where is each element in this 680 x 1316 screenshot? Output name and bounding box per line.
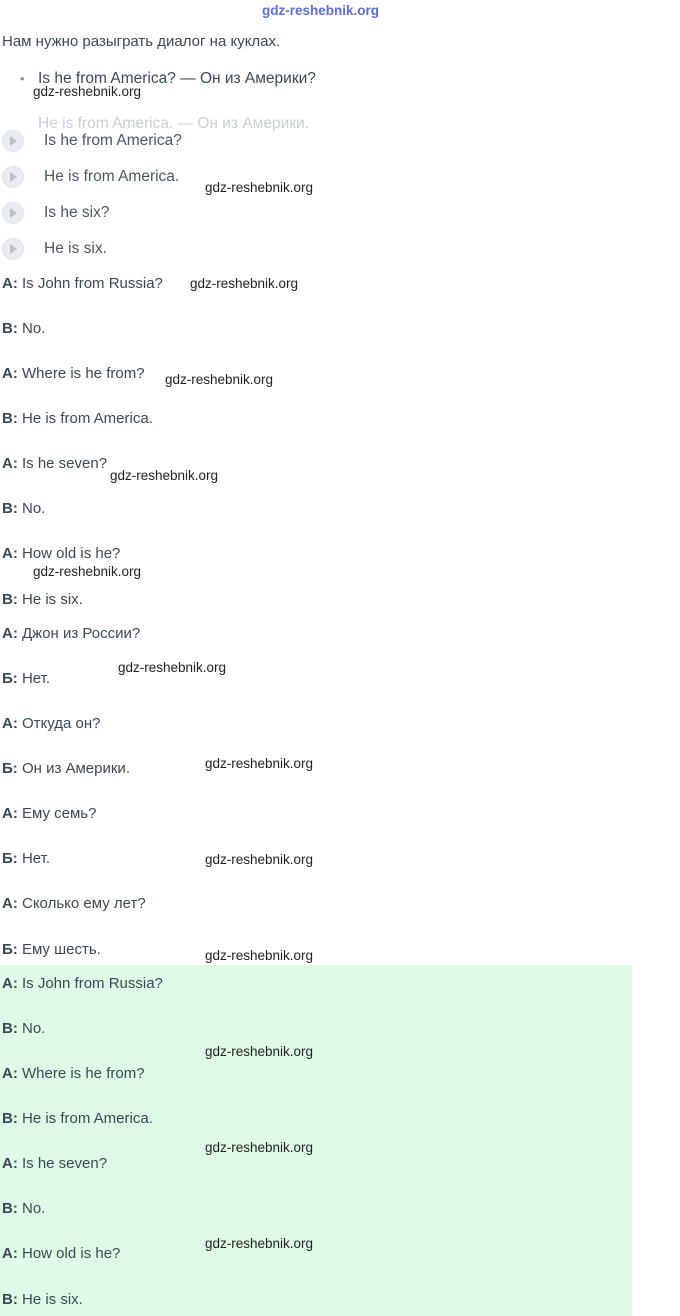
audio-row[interactable] [0,163,179,191]
dialogue-speaker: A: [2,275,18,292]
dialogue-text: Is he seven? [17,1155,108,1172]
answer-line [2,1155,107,1172]
watermark: gdz-reshebnik.org [190,276,299,291]
play-icon[interactable] [2,166,24,188]
dialogue-speaker: A: [2,1065,18,1082]
watermark: gdz-reshebnik.org [118,660,227,675]
dialogue-line-ru [2,625,140,642]
play-icon[interactable] [2,130,24,152]
audio-row[interactable] [0,127,182,155]
watermark: gdz-reshebnik.org [110,468,219,483]
dialogue-line-ru [2,805,96,822]
dialogue-text: No. [17,1020,46,1037]
answer-line [2,1291,83,1308]
dialogue-speaker: B: [2,1291,18,1308]
watermark: gdz-reshebnik.org [33,564,142,579]
dialogue-text: Джон из России? [17,625,141,642]
dialogue-text: Ему семь? [17,805,97,822]
dialogue-line-en [2,545,120,562]
dialogue-text: Where is he from? [17,1065,145,1082]
dialogue-speaker: A: [2,805,18,822]
dialogue-line-ru [2,850,50,867]
dialogue-text: How old is he? [17,1245,121,1262]
dialogue-line-ru [2,715,101,732]
bullet-example [20,70,316,88]
dialogue-text: Ему шесть. [17,941,101,958]
watermark: gdz-reshebnik.org [205,756,314,771]
bullet-dot-icon: • [20,71,25,87]
intro-text: Нам нужно разыграть диалог на куклах. [2,33,281,50]
dialogue-speaker: A: [2,1155,18,1172]
answer-line [2,975,163,992]
answer-line [2,1065,145,1082]
dialogue-text: He is from America. [17,1110,153,1127]
watermark-top: gdz-reshebnik.org [262,3,380,18]
dialogue-speaker: A: [2,545,18,562]
dialogue-text: Is John from Russia? [17,275,163,292]
play-icon[interactable] [2,202,24,224]
answer-line [2,1020,45,1037]
dialogue-speaker: Б: [2,941,18,958]
dialogue-speaker: B: [2,1200,18,1217]
dialogue-text: Нет. [17,850,51,867]
dialogue-speaker: B: [2,320,18,337]
dialogue-speaker: A: [2,455,18,472]
dialogue-line-ru [2,895,146,912]
audio-row[interactable] [0,199,109,227]
dialogue-speaker: Б: [2,850,18,867]
dialogue-speaker: A: [2,715,18,732]
dialogue-speaker: B: [2,1110,18,1127]
dialogue-speaker: A: [2,625,18,642]
watermark: gdz-reshebnik.org [205,1044,314,1059]
dialogue-line-en [2,320,45,337]
dialogue-text: Откуда он? [17,715,101,732]
dialogue-text: Он из Америки. [17,760,130,777]
watermark: gdz-reshebnik.org [33,84,142,99]
dialogue-text: How old is he? [17,545,121,562]
audio-row-label: Is he from America? [44,132,182,149]
play-icon[interactable] [2,238,24,260]
watermark: gdz-reshebnik.org [165,372,274,387]
dialogue-line-en [2,455,107,472]
audio-row-label: He is from America. [44,168,180,185]
dialogue-line-ru [2,760,130,777]
dialogue-line-en [2,410,153,427]
dialogue-text: He is six. [17,1291,83,1308]
watermark: gdz-reshebnik.org [205,1236,314,1251]
faded-example-text: He is from America. — Он из Америки. [38,115,309,132]
dialogue-text: Сколько ему лет? [17,895,146,912]
audio-row[interactable] [0,235,107,263]
dialogue-text: Нет. [17,670,51,687]
answer-line [2,1200,45,1217]
dialogue-speaker: B: [2,1020,18,1037]
audio-row-label: He is six. [44,240,107,257]
dialogue-text: Where is he from? [17,365,145,382]
watermark: gdz-reshebnik.org [205,180,314,195]
dialogue-speaker: A: [2,895,18,912]
dialogue-text: He is six. [17,591,83,608]
answer-line [2,1110,153,1127]
dialogue-line-ru [2,670,50,687]
dialogue-line-en [2,275,163,292]
answer-line [2,1245,120,1262]
dialogue-speaker: B: [2,591,18,608]
dialogue-text: No. [17,500,46,517]
bullet-example-text: Is he from America? — Он из Америки? [38,70,316,87]
watermark: gdz-reshebnik.org [205,948,314,963]
dialogue-line-en [2,591,83,608]
dialogue-speaker: A: [2,975,18,992]
dialogue-speaker: A: [2,1245,18,1262]
dialogue-text: No. [17,320,46,337]
dialogue-text: Is he seven? [17,455,108,472]
dialogue-line-en [2,365,145,382]
dialogue-speaker: B: [2,410,18,427]
dialogue-text: He is from America. [17,410,153,427]
dialogue-line-en [2,500,45,517]
answer-highlight-block [0,965,632,1316]
watermark: gdz-reshebnik.org [205,1140,314,1155]
watermark: gdz-reshebnik.org [205,852,314,867]
dialogue-speaker: A: [2,365,18,382]
dialogue-speaker: B: [2,500,18,517]
dialogue-text: Is John from Russia? [17,975,163,992]
dialogue-speaker: Б: [2,670,18,687]
dialogue-line-ru [2,941,101,958]
dialogue-speaker: Б: [2,760,18,777]
audio-row-label: Is he six? [44,204,110,221]
dialogue-text: No. [17,1200,46,1217]
